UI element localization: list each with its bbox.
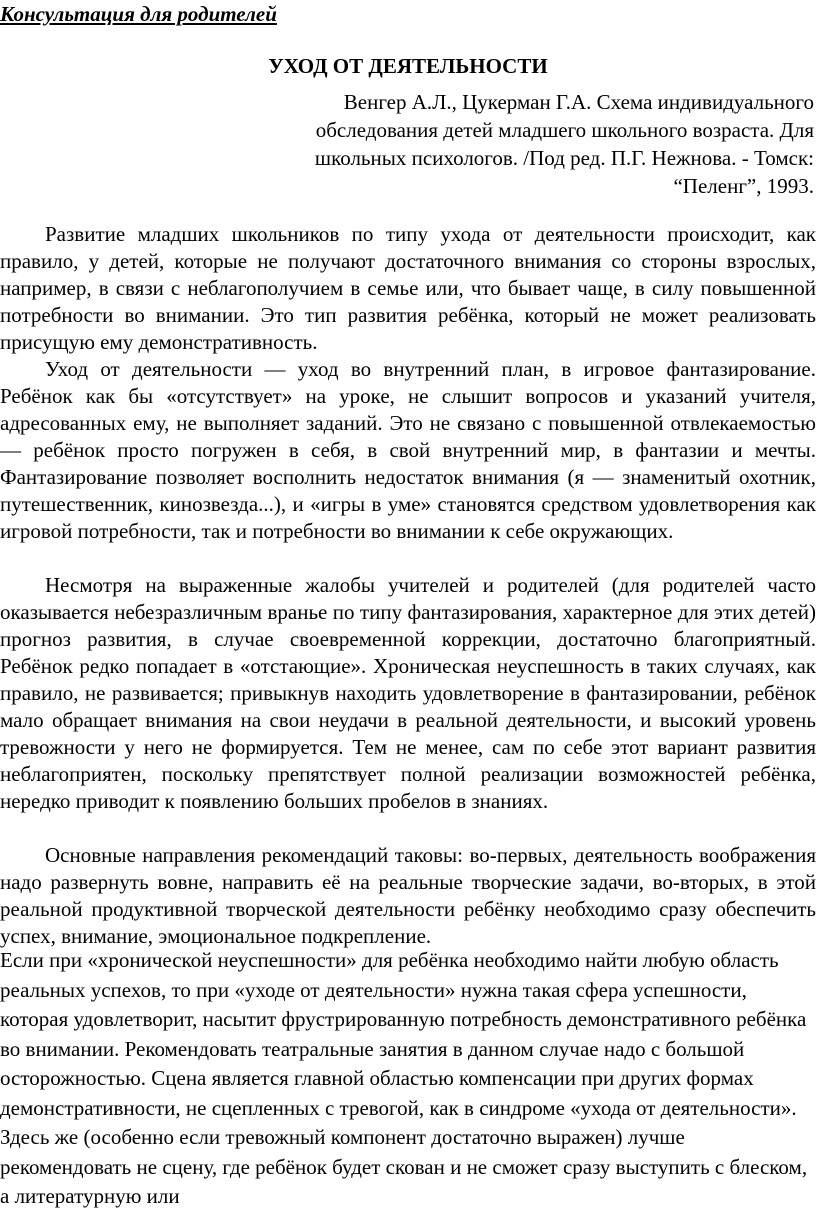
citation-line: “Пеленг”, 1993. <box>673 174 814 198</box>
paragraph-success-area: Если при «хронической неуспешности» для ребёнка необходимо найти любую область реальных успехов, то при «уходе от деятельности» нужна такая сфера успешности, которая удовлетворит, насытит фрустрированную потребность демонстративного ребёнка во внимании. Рекомендовать театральные занятия в данном случае надо с большой осторожностью. Сцена является главной областью компенсации при других формах демонстративности, не сцепленных с тревогой, как в синдроме «ухода от деятельности». Здесь же (особенно если тревожный компонент достаточно выражен) лучше рекомендовать не сцену, где ребёнок будет скован и не сможет сразу выступить с блеском, а литературную или <box>0 948 808 1208</box>
document-header-label: Консультация для родителей <box>0 2 277 26</box>
document-title: УХОД ОТ ДЕЯТЕЛЬНОСТИ <box>268 54 548 78</box>
citation-block <box>254 88 814 200</box>
paragraph-prognosis: Несмотря на выраженные жалобы учителей и родителей (для родителей часто оказывается небезразличным вранье по типу фантазирования, характерное для этих детей) прогноз развития, в случае своевременной коррекции, достаточно благоприятный. Ребёнок редко попадает в «отстающие». Хроническая неуспешность в таких случаях, как правило, не развивается; привыкнув находить удовлетворение в фантазировании, ребёнок мало обращает внимания на свои неудачи в реальной деятельности, и высокий уровень тревожности у него не формируется. Тем не менее, сам по себе этот вариант развития неблагоприятен, поскольку препятствует полной реализации возможностей ребёнка, нередко приводит к появлению больших пробелов в знаниях. <box>0 573 816 813</box>
citation-line: школьных психологов. /Под ред. П.Г. Нежнова. - Томск: <box>314 146 814 170</box>
citation-line: обследования детей младшего школьного возраста. Для <box>315 118 814 142</box>
paragraph-recommendations: Основные направления рекомендаций таковы: во-первых, деятельность воображения надо развернуть вовне, направить её на реальные творческие задачи, во-вторых, в этой реальной продуктивной творческой деятельности ребёнку необходимо сразу обеспечить успех, внимание, эмоциональное подкрепление. <box>0 843 816 948</box>
paragraph-intro: Развитие младших школьников по типу ухода от деятельности происходит, как правило, у детей, которые не получают достаточного внимания со стороны взрослых, например, в связи с неблагополучием в семье или, что бывает чаще, в силу повышенной потребности во внимании. Это тип развития ребёнка, который не может реализовать присущую ему демонстративность. <box>0 222 816 354</box>
paragraph-withdrawal: Уход от деятельности — уход во внутренний план, в игровое фантазирование. Ребёнок как бы «отсутствует» на уроке, не слышит вопросов и указаний учителя, адресованных ему, не выполняет заданий. Это не связано с повышенной отвлекаемостью — ребёнок просто погружен в себя, в свой внутренний мир, в фантазии и мечты. Фантазирование позволяет восполнить недостаток внимания (я — знаменитый охотник, путешественник, кинозвезда...), и «игры в уме» становятся средством удовлетворения как игровой потребности, так и потребности во внимании к себе окружающих. <box>0 357 816 543</box>
citation-line: Венгер А.Л., Цукерман Г.А. Схема индивидуального <box>343 90 814 114</box>
